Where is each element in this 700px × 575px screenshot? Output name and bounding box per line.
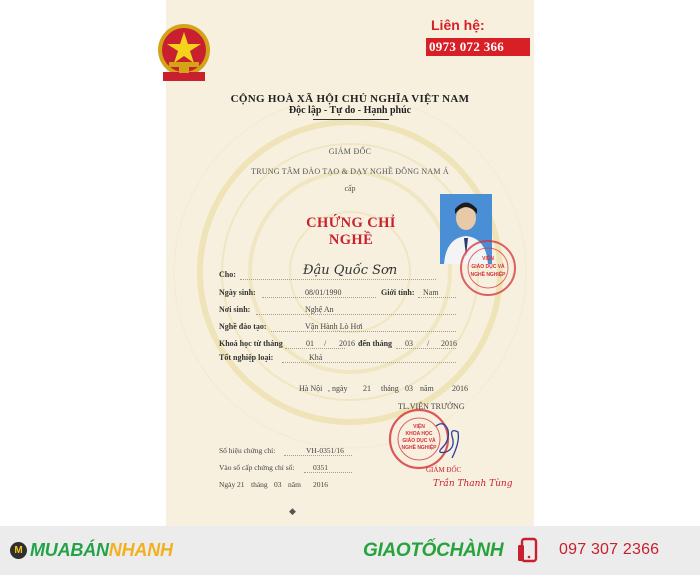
muabannhanh-brand[interactable] — [30, 540, 173, 561]
registry-date-year: 2016 — [313, 480, 328, 489]
state-emblem-icon — [149, 20, 219, 86]
course-from-year: 2016 — [339, 339, 355, 348]
trade-value: Vận Hành Lò Hơi — [305, 322, 363, 331]
seal-line4: NGHỀ NGHIỆP — [401, 445, 437, 451]
national-motto: Độc lập - Tự do - Hạnh phúc — [288, 105, 412, 116]
grants-word: cấp — [344, 184, 356, 193]
issue-year-word: năm — [420, 384, 434, 393]
footer-phone[interactable]: 097 307 2366 — [559, 541, 660, 558]
issuer-title: GIÁM ĐỐC — [328, 147, 372, 156]
grade-dots — [282, 362, 456, 363]
book-label: Vào sổ cấp chứng chỉ số: — [219, 463, 295, 472]
signer-name: Trần Thanh Tùng — [433, 479, 513, 489]
brand1-part1: MUABÁN — [30, 540, 109, 560]
cert-no-value: VH-0351/16 — [306, 446, 344, 455]
photo-stamp — [448, 238, 520, 298]
cert-no-dots — [284, 455, 352, 456]
photo-stamp-line2: GIÁO DỤC VÀ — [471, 264, 505, 270]
course-label: Khoá học từ tháng — [219, 339, 283, 348]
certificate-title: CHỨNG CHỈ NGHỀ — [306, 215, 396, 248]
gender-label: Giới tính: — [381, 288, 415, 297]
signer-title: TL.VIỆN TRƯỞNG — [398, 402, 465, 411]
gender-value: Nam — [423, 288, 439, 297]
registry-date-day: 21 — [237, 480, 245, 489]
registry-date-prefix: Ngày — [219, 480, 236, 489]
issue-month: 03 — [405, 384, 413, 393]
issue-day: 21 — [363, 384, 371, 393]
course-to-month: 03 — [405, 339, 413, 348]
issue-year: 2016 — [452, 384, 468, 393]
registry-date-month-word: tháng — [251, 480, 268, 489]
issue-month-word: tháng — [381, 384, 399, 393]
birthplace-dots — [256, 314, 456, 315]
recipient-name: Đậu Quốc Sơn — [303, 263, 398, 278]
muabannhanh-logo-icon: M — [10, 542, 27, 559]
registry-date-month: 03 — [274, 480, 282, 489]
course-to-year: 2016 — [441, 339, 457, 348]
dob-dots — [262, 297, 376, 298]
brand1-part2: NHANH — [108, 540, 173, 560]
book-value: 0351 — [313, 463, 328, 472]
dob-value: 08/01/1990 — [305, 288, 342, 297]
contact-phone: 0973 072 366 — [426, 38, 530, 56]
trade-label: Nghề đào tạo: — [219, 322, 267, 331]
motto-underline — [313, 119, 389, 120]
phone-icon — [516, 537, 540, 564]
seal-line3: GIÁO DỤC VÀ — [402, 438, 436, 444]
contact-label: Liên hệ: — [431, 17, 485, 33]
signature — [430, 418, 464, 464]
birthplace-value: Nghệ An — [305, 305, 334, 314]
photo-stamp-line3: NGHỀ NGHIỆP — [470, 272, 506, 278]
course-from-dots — [285, 348, 345, 349]
birthplace-label: Nơi sinh: — [219, 305, 251, 314]
dob-label: Ngày sinh: — [219, 288, 256, 297]
giaotochanh-brand[interactable]: GIAOTỐCHÀNH — [363, 540, 504, 561]
grade-value: Khá — [309, 353, 323, 362]
issue-day-word: , ngày — [328, 384, 348, 393]
grade-label: Tốt nghiệp loại: — [219, 353, 274, 362]
book-dots — [304, 472, 352, 473]
course-to-dots — [396, 348, 456, 349]
cert-no-label: Số hiệu chứng chỉ: — [219, 446, 276, 455]
gender-dots — [418, 297, 456, 298]
country-name: CỘNG HOÀ XÃ HỘI CHỦ NGHĨA VIỆT NAM — [230, 93, 470, 105]
seal-line1: VIỆN — [413, 424, 425, 430]
course-to-label: đến tháng — [358, 339, 393, 348]
course-slash-2: / — [427, 339, 430, 348]
photo-stamp-line1: VIỆN — [482, 256, 494, 262]
issue-place: Hà Nội — [299, 384, 323, 393]
registry-date-year-word: năm — [288, 480, 301, 489]
seal-line2: KHOA HỌC — [405, 431, 433, 437]
issuer-center: TRUNG TÂM ĐÀO TẠO & DẠY NGHỀ ĐÔNG NAM Á — [251, 167, 449, 176]
trade-dots — [271, 331, 456, 332]
for-dots — [240, 279, 436, 280]
signer-role: GIÁM ĐỐC — [426, 466, 462, 474]
decorative-mark: ◆ — [289, 506, 296, 516]
for-label: Cho: — [219, 270, 236, 279]
course-from-month: 01 — [306, 339, 314, 348]
course-slash-1: / — [324, 339, 327, 348]
